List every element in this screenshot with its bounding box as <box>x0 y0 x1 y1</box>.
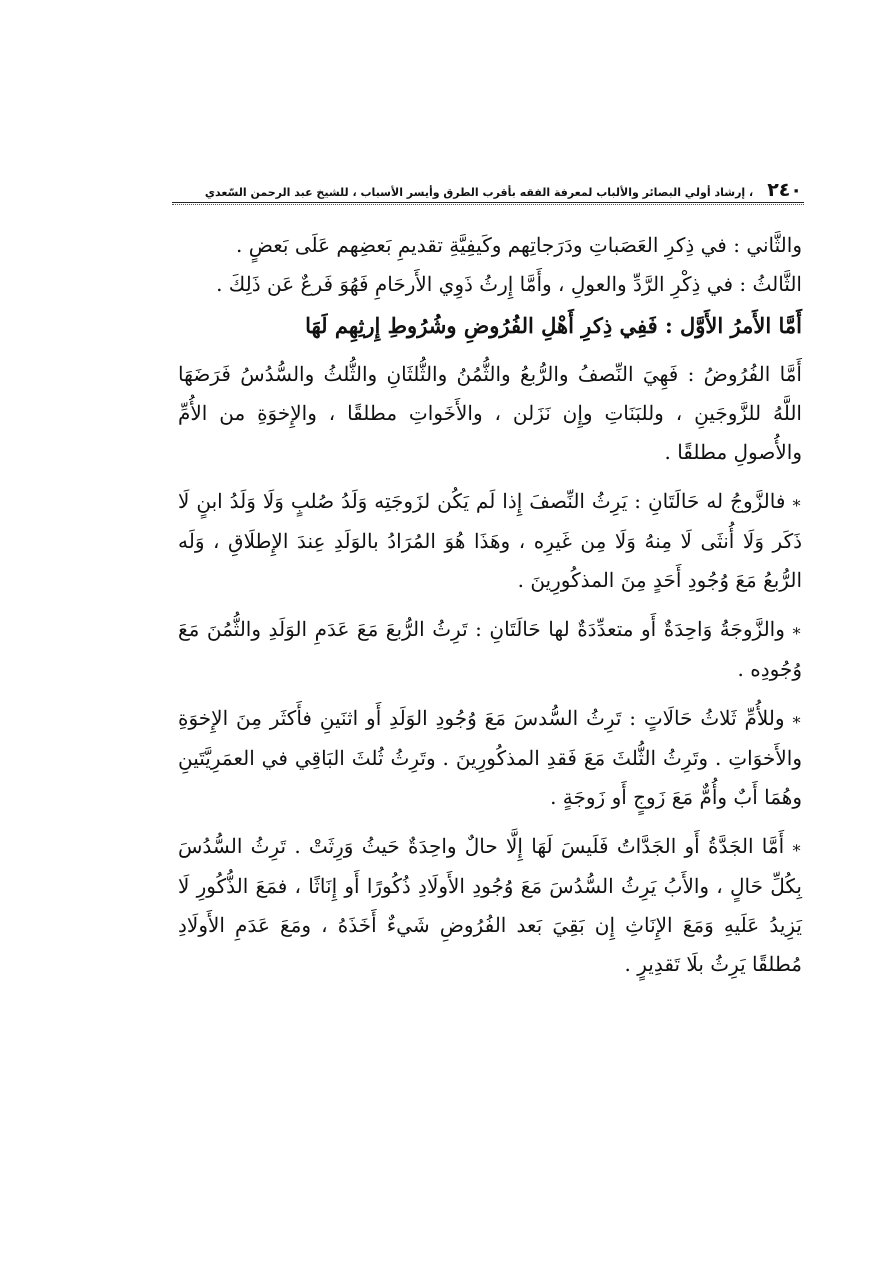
paragraph-husband: ∗ فالزَّوجُ له حَالَتَانِ : يَرِثُ النِّصفَ إِذا لَم يَكُن لزَوجَتِه وَلَدُ صُلبٍ وَلَا وَلَدُ ابنٍ لَا ذَكَر وَلَا أُنثَى لَا مِنهُ وَلَا مِن غَيرِه ، وهَذَا هُوَ المُرَادُ بالوَلَدِ عِندَ الإِطلَاقِ ، وَلَه الرُّبعُ مَعَ وُجُودِ أَحَدٍ مِنَ المذكُورِينَ . <box>178 482 802 600</box>
body-text <box>178 226 802 1116</box>
section-heading-furud: أَمَّا الأَمرُ الأَوَّل : فَفِي ذِكرِ أَهْلِ الفُرُوضِ وشُرُوطِ إِرثِهِم لَهَا <box>305 313 802 338</box>
paragraph-radd-awl: الثَّالثُ : في ذِكْرِ الرَّدِّ والعولِ ، وأَمَّا إِرثُ ذَوِي الأَرحَامِ فَهُوَ فَرعٌ عَن ذَلِكَ . <box>216 272 802 296</box>
page-number: ٢٤٠ <box>767 179 802 201</box>
running-header <box>178 175 802 201</box>
paragraph-furud-list: أَمَّا الفُرُوضُ : فَهِيَ النِّصفُ والرُّبعُ والثُّمُنُ والثُّلثَانِ والثُّلثُ والسُّدُسُ فَرَضَهَا اللَّهُ للزَّوجَينِ ، وللبَنَاتِ وإِن نَزَلن ، والأَخَواتِ مطلقًا ، والإِخوَةِ من الأُمِّ والأُصولِ مطلقًا . <box>178 362 802 464</box>
paragraph-asabat: والثَّاني : في ذِكرِ العَصَباتِ ودَرَجاتِهم وكَيفِيَّةِ تقديمِ بَعضِهم عَلَى بَعضٍ . <box>236 233 802 257</box>
book-title-header: ، إرشاد أولي البصائر والألباب لمعرفة الفقه بأقرب الطرق وأيسر الأسباب ، للشيخ عبد الرحمن السّعدي <box>204 186 754 199</box>
header-divider <box>172 202 804 205</box>
paragraph-wife: ∗ والزَّوجَةُ وَاحِدَةٌ أَو متعدِّدَةٌ لها حَالَتَانِ : تَرِثُ الرُّبعَ مَعَ عَدَمِ الوَلَدِ والثُّمُنَ مَعَ وُجُودِه . <box>178 610 802 689</box>
paragraph-grandmother-father: ∗ أَمَّا الجَدَّةُ أَو الجَدَّاتُ فَلَيسَ لَهَا إِلَّا حالٌ واحِدَةٌ حَيثُ وَرِثَتْ . تَرِثُ السُّدُسَ بِكُلِّ حَالٍ ، والأَبُ يَرِثُ السُّدُسَ مَعَ وُجُودِ الأَولَادِ ذُكُورًا أَو إِنَاثًا ، فمَعَ الذُّكُورِ لَا يَزِيدُ عَلَيهِ وَمَعَ الإِنَاثِ إِن بَقِيَ بَعد الفُرُوضِ شَيءٌ أَخَذَهُ ، ومَعَ عَدَمِ الأَولَادِ مُطلقًا يَرِثُ بلَا تَقدِيرٍ . <box>178 827 802 984</box>
paragraph-mother: ∗ وللأُمِّ ثَلاثُ حَالَاتٍ : تَرِثُ السُّدسَ مَعَ وُجُودِ الوَلَدِ أَو اثنَينِ فأَكثَر مِنَ الإِخوَةِ والأَخوَاتِ . وتَرِثُ الثُّلثَ مَعَ فَقدِ المذكُورِينَ . وتَرِثُ ثُلثَ البَاقِي في العمَرِيَّتَينِ وهُمَا أَبٌ وأُمٌّ مَعَ زَوجٍ أَو زَوجَةٍ . <box>178 699 802 817</box>
